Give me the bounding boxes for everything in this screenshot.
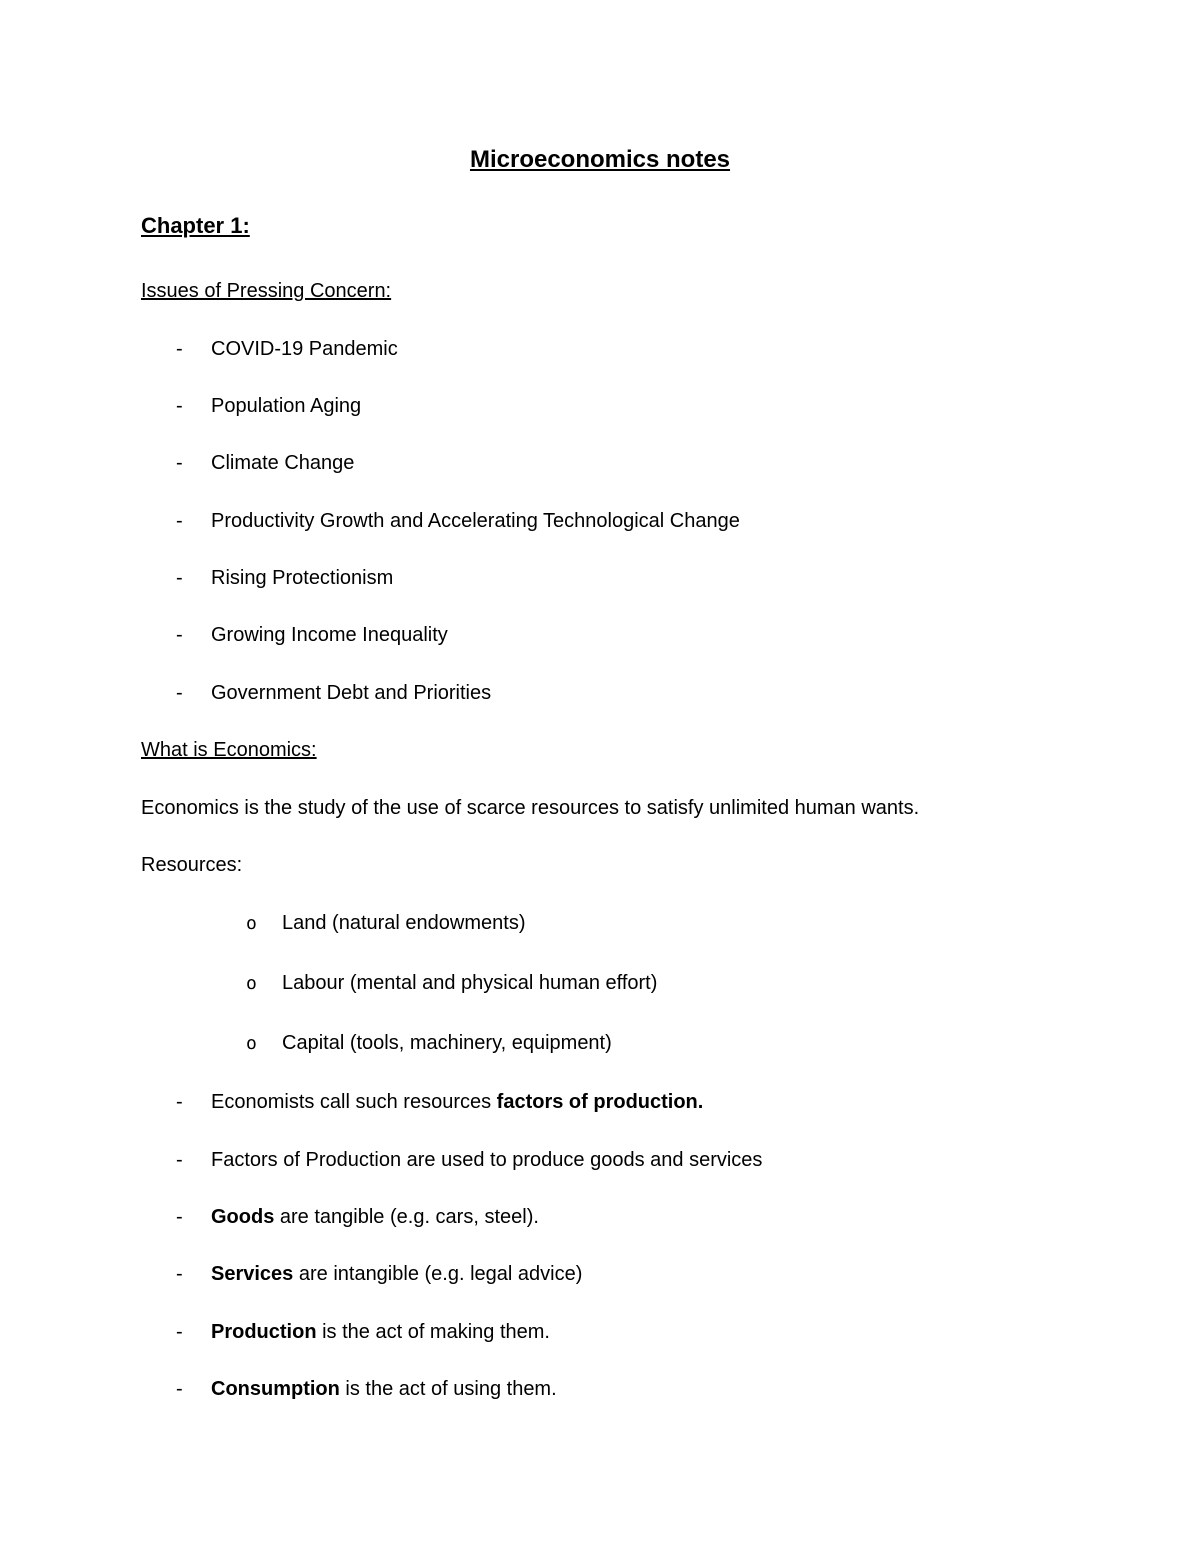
point-item (176, 1146, 762, 1174)
point-term: Production (211, 1321, 317, 1343)
point-term: Goods (211, 1206, 275, 1228)
economics-definition: Economics is the study of the use of scarce resources to satisfy unlimited human wants. (141, 797, 920, 819)
issue-text: Productivity Growth and Accelerating Technological Change (211, 510, 740, 532)
resource-text: Land (natural endowments) (282, 912, 526, 934)
issue-item (176, 564, 393, 592)
point-item (176, 1260, 582, 1288)
dash-bullet: - (176, 1091, 183, 1113)
dash-bullet: - (176, 1321, 183, 1343)
issue-text: Growing Income Inequality (211, 624, 448, 646)
issue-item (176, 392, 361, 420)
point-item (176, 1088, 703, 1116)
chapter-heading: Chapter 1: (141, 213, 250, 238)
issues-heading: Issues of Pressing Concern: (141, 280, 392, 302)
point-text: Factors of Production are used to produce goods and services (211, 1149, 763, 1171)
dash-bullet: - (176, 452, 183, 474)
issue-item (176, 621, 448, 649)
dash-bullet: - (176, 567, 183, 589)
point-text-post: are intangible (e.g. legal advice) (293, 1263, 583, 1285)
issue-item (176, 335, 398, 363)
point-text-post: is the act of making them. (316, 1321, 550, 1343)
dash-bullet: - (176, 395, 183, 417)
resource-item (246, 969, 657, 998)
dash-bullet: - (176, 338, 183, 360)
resource-item (246, 1029, 612, 1058)
point-text-post: are tangible (e.g. cars, steel). (274, 1206, 539, 1228)
dash-bullet: - (176, 1378, 183, 1400)
point-item (176, 1318, 550, 1346)
page-title: Microeconomics notes (469, 146, 731, 173)
circle-bullet: o (246, 913, 257, 934)
point-term: Consumption (211, 1378, 340, 1400)
issue-item (176, 679, 491, 707)
issue-text: Rising Protectionism (211, 567, 394, 589)
point-item (176, 1375, 557, 1403)
issue-text: Government Debt and Priorities (211, 682, 492, 704)
economics-heading: What is Economics: (141, 739, 317, 761)
dash-bullet: - (176, 1263, 183, 1285)
resources-label: Resources: (141, 854, 243, 876)
point-term: factors of production. (496, 1091, 704, 1113)
dash-bullet: - (176, 1206, 183, 1228)
issue-text: COVID-19 Pandemic (211, 338, 398, 360)
dash-bullet: - (176, 682, 183, 704)
resource-text: Capital (tools, machinery, equipment) (282, 1032, 612, 1054)
dash-bullet: - (176, 1149, 183, 1171)
resource-item (246, 909, 525, 938)
point-term: Services (211, 1263, 294, 1285)
dash-bullet: - (176, 624, 183, 646)
point-item (176, 1203, 539, 1231)
point-text: Economists call such resources (211, 1091, 497, 1113)
resource-text: Labour (mental and physical human effort) (282, 972, 658, 994)
dash-bullet: - (176, 510, 183, 532)
point-text-post: is the act of using them. (339, 1378, 557, 1400)
issue-item (176, 507, 740, 535)
issue-item (176, 449, 354, 477)
circle-bullet: o (246, 1033, 257, 1054)
circle-bullet: o (246, 973, 257, 994)
issue-text: Population Aging (211, 395, 362, 417)
issue-text: Climate Change (211, 452, 355, 474)
